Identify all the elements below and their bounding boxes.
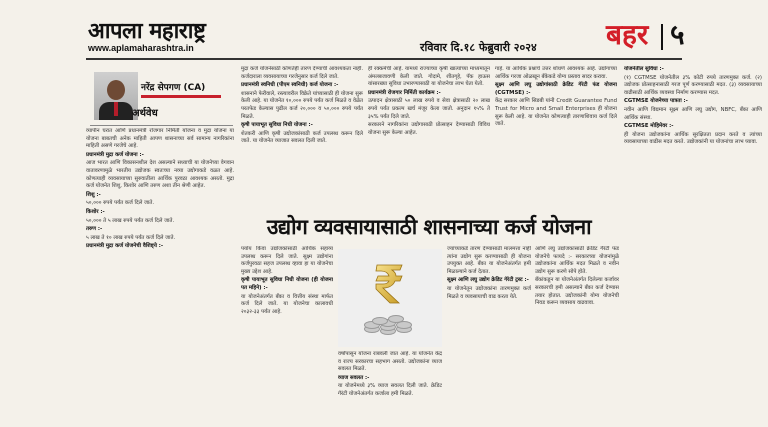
article-column-4 xyxy=(495,66,617,208)
article-paragraph: उत्पादन क्षेत्रासाठी ५० लाख रुपये व सेवा क्षेत्रासाठी २० लाख रुपये पर्यंत प्रकल्प खर्च मंजूर केला जातो. अनुदान १५% ते ३५% पर्यंत दिले जाते. xyxy=(368,98,490,120)
article-paragraph: केंद्र सरकार आणि सिडबी यांनी Credit Guarantee Fund Trust for Micro and Small Enterprises ही योजना सुरू केली आहे. या योजनेत कोणत्याही तारणाशिवाय कर्ज दिले जाते. xyxy=(495,98,617,128)
article-subheading: CGTMSE मोहिमेवर :- xyxy=(624,123,674,130)
article-subheading: तरुण :- xyxy=(86,226,103,233)
article-paragraph: (१) CGTMSE योजनेतील ३% कोटी रुपये तारणमुक्त कर्ज. (२) उद्योजक प्रोत्साहनासाठी गरज पूर्ण करण्यासाठी मदत. (३) व्यवसायाच्या वाढीसाठी आर्थिक व्यवस्था निर्माण करण्यास मदत. xyxy=(624,74,762,96)
article-column-6 xyxy=(241,246,333,422)
article-paragraph: पर्याय किंवा उद्योजकांसाठी आर्थिक सहाय्य उपलब्ध करून दिले जाते. सूक्ष्म उद्योगांना कर्जपुरवठा सहज उपलब्ध व्हावा हा या योजनेचा मुख्य उद्देश आहे. xyxy=(241,246,333,275)
article-subheading: शिशु :- xyxy=(86,191,101,198)
article-paragraph: सरकारने नागरिकांना उद्योगासाठी प्रोत्साहन देण्यासाठी विविध योजना सुरू केल्या आहेत. xyxy=(368,122,490,136)
article-subheading: किशोर :- xyxy=(86,208,105,215)
article-column-5 xyxy=(624,66,762,422)
article-subheading: कृषी पायाभूत सुविधा निधी योजना (ही योजना पत महिने) :- xyxy=(241,277,333,291)
article-paragraph: या योजनेतून उद्योजकांना तारणमुक्त कर्ज मिळते व व्यवसायाची वाढ करता येते. xyxy=(447,285,531,300)
website-url: www.aplamaharashtra.in xyxy=(88,43,194,53)
main-headline: उद्योग व्यवसायासाठी शासनाच्या कर्ज योजना xyxy=(266,215,592,239)
article-column-9 xyxy=(535,246,619,422)
article-paragraph: मुद्रा कर्ज योजनेसाठी कोणतेही तारण देण्याची आवश्यकता नाही. कर्जदाराला व्यवसायाच्या गरजेनुसार कर्ज दिले जाते. xyxy=(241,66,363,80)
article-paragraph: ज्यांच्याकडे तारण देण्यासाठी मालमत्ता नाही त्यांना उद्योग सुरू करण्यासाठी ही योजना उपयुक्त आहे. बँका या योजनेअंतर्गत हमी मिळाल्याने कर्ज देतात. xyxy=(447,246,531,275)
brand-logo-text: आपला महाराष्ट्र xyxy=(88,18,206,44)
article-column-1 xyxy=(86,128,234,420)
article-subheading: प्रधानमंत्री रोजगार निर्मिती कार्यक्रम :- xyxy=(368,89,441,96)
issue-date: रविवार दि.१८ फेब्रुवारी २०२४ xyxy=(420,41,537,54)
article-paragraph: या योजनेअंतर्गत बँका व वित्तीय संस्था मार्फत कर्ज दिले जाते. या योजनेचा कालावधी २०३२-३३ पर्यंत आहे. xyxy=(241,293,333,315)
header-divider xyxy=(661,24,663,50)
section-name: बहर xyxy=(606,18,649,51)
article-subheading: प्रधानमंत्री मुद्रा कर्ज योजनेची वैशिष्ट्ये :- xyxy=(86,243,164,250)
article-subheading: योजनेतील सुविधा :- xyxy=(624,66,664,72)
article-subheading: सूक्ष्म आणि लघु उद्योगांसाठी क्रेडिट गॅरंटी फंड योजना (CGTMSE) :- xyxy=(495,82,617,96)
article-paragraph: आणि लघु उद्योजकांसाठी क्रेडिट गॅरंटी फंड योजनेचे फायदे :- सरकारच्या योजनांमुळे उद्योजकांना आर्थिक मदत मिळते व नवीन उद्योग सुरू करणे सोपे होते. xyxy=(535,246,619,275)
column-title: अर्थवेध xyxy=(132,108,158,119)
article-subheading: प्रधानमंत्री स्वनिधी (पीएम स्वनिधी) कर्ज योजना :- xyxy=(241,82,339,89)
article-paragraph: बँकांकडून या योजनेअंतर्गत दिलेल्या कर्जावर सरकारची हमी असल्याने बँका कर्ज देण्यास तयार होतात. उद्योजकांनी योग्य योजनेची निवड करून व्यवसाय वाढवावा. xyxy=(535,277,619,307)
author-name: नरेंद्र सेपगण (CA) xyxy=(141,83,206,93)
masthead xyxy=(88,20,240,53)
article-paragraph: ही रक्कमेची आहे. यामध्ये राज्याच्या कृषी खात्यांच्या माध्यमातून अंमलबजावणी केली जाते. गोदामे, शीतगृहे, पॅक हाऊस यांसारख्या सुविधा उभारण्यासाठी या योजनेचा लाभ घेता येतो. xyxy=(368,66,490,88)
author-accent-bar xyxy=(141,95,221,98)
article-paragraph: नवीन आणि विद्यमान सूक्ष्म आणि लघु उद्योग, NBFC, बँका आणि आर्थिक संस्था. xyxy=(624,106,762,121)
article-subheading: कृषी पायाभूत सुविधा निधी योजना :- xyxy=(241,122,313,129)
article-paragraph: व्यापीन घरात आणि प्रधानमंत्री रोजगार निर्मिती योजना व मुद्रा योजना या योजना बाबतची अनेक माहिती आपण शासनाच्या सर्व सामान्य नागरिकांना माहिती असणे गरजेचे आहे. xyxy=(86,128,234,150)
article-subheading: व्याज सवलत :- xyxy=(338,374,370,381)
coins-rupee-image xyxy=(338,249,442,347)
article-paragraph: शासनाने फेरीवाले, रस्त्यावरील विक्रेते यांच्यासाठी ही योजना सुरू केली आहे. या योजनेत १०,००० रुपये पर्यंत कर्ज मिळते व वेळेत परतफेड केल्यास पुढील कर्ज २०,००० व ५०,००० रुपये पर्यंत मिळते. xyxy=(241,90,363,120)
article-column-8 xyxy=(447,246,531,422)
header-rule xyxy=(86,58,682,60)
coin-stack-icon xyxy=(362,305,418,335)
article-column-2 xyxy=(241,66,363,208)
article-paragraph: आज भारत आणि विकासनशील देश असल्याने सध्याची या योजनेच्या वेगवान वातावरणामुळे भारतीय उद्योजक स्वतःच्या नव्या उद्योगाकडे वळत आहे. कोणत्याही व्यवसायाच्या सुरुवातीला आर्थिक पुरवठा आवश्यक असतो. मुद्रा कर्ज योजनेत शिशु, किशोर आणि तरुण अशा तीन श्रेणी आहेत. xyxy=(86,160,234,190)
article-paragraph: ५०,००० ते ५ लाख रुपये पर्यंत कर्ज दिले जाते. xyxy=(86,217,175,224)
article-column-3 xyxy=(368,66,490,208)
article-paragraph: गाहे. या आर्थिक प्रश्नाचे उत्तर शोधणे आवश्यक आहे. उद्योगाच्या आर्थिक गरजा ओळखून बँकेकडे योग्य प्रस्ताव सादर करावा. xyxy=(495,66,617,80)
article-paragraph: शेतकरी आणि कृषी उद्योजकांसाठी कर्ज उपलब्ध करून दिले जाते. या योजनेत व्याजात सवलत दिली जाते. xyxy=(241,130,363,145)
article-paragraph: ५०,००० रुपये पर्यंत कर्ज दिले जाते. xyxy=(86,200,155,207)
article-subheading: CGTMSE योजनेच्या पात्रता :- xyxy=(624,98,688,105)
article-subheading: प्रधानमंत्री मुद्रा कर्ज योजना :- xyxy=(86,151,144,158)
article-paragraph: वर्षांपासून योजना राबवली जात आहे. या योजनेत केंद्र व राज्य सरकारचा सहभाग असतो. उद्योजकांना व्याज सवलत मिळते. xyxy=(338,351,442,373)
column-divider xyxy=(90,125,233,126)
rupee-icon xyxy=(372,263,406,305)
article-subheading: सूक्ष्म आणि लघु उद्योग क्रेडिट गॅरंटी ट्रस्ट :- xyxy=(447,277,529,284)
page-number: ५ xyxy=(670,18,685,51)
article-paragraph: या योजनेमध्ये ३% व्याज सवलत दिली जाते. क्रेडिट गॅरंटी योजनेअंतर्गत कर्जाला हमी मिळते. xyxy=(338,383,442,397)
article-paragraph: ५ लाख ते १० लाख रुपये पर्यंत कर्ज दिले जाते. xyxy=(86,234,176,241)
article-paragraph: ही योजना उद्योजकांना आर्थिक सुरक्षितता प्रदान करते व त्यांच्या व्यवसायाच्या वाढीस मदत करते. उद्योजकांनी या योजनांचा लाभ घ्यावा. xyxy=(624,131,762,146)
article-column-7 xyxy=(338,351,442,422)
